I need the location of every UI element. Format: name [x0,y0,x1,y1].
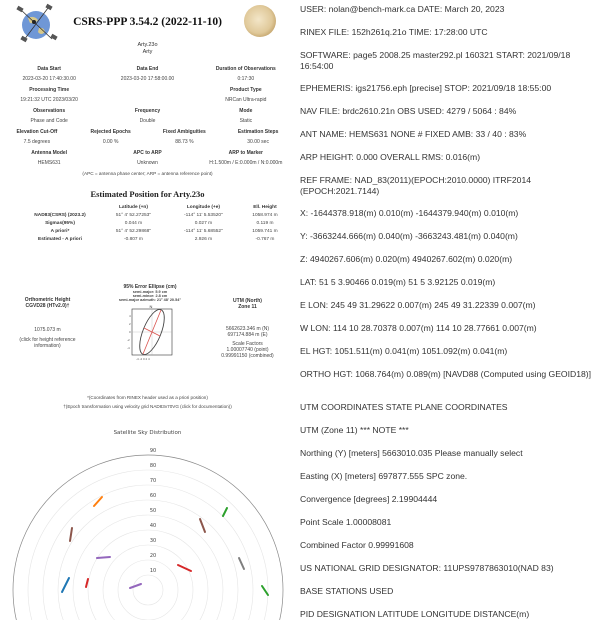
ellipse-semi-minor: semi-minor: 2.8 cm [132,294,168,298]
cell-latitude: 51° 4' 52.27253" [115,213,152,219]
header-longitude: Longitude (+e) [186,205,221,211]
estimated-position-table [20,204,290,243]
mode-value: Static [239,118,253,124]
observations-label: Observations [33,108,66,114]
frequency-label: Frequency [134,108,161,114]
log-software: SOFTWARE: page5 2008.25 master292.pl 160321 START: 2021/09/18 16:54:00 [300,50,571,71]
svg-text:40: 40 [149,523,157,529]
scale-factors-title: Scale Factors [232,341,263,347]
ellipse-azimuth: semi-major azimuth: 21° 48' 20.54" [118,298,182,302]
log-combined-factor: Combined Factor 0.99991608 [300,540,414,550]
svg-text:0: 0 [129,330,131,334]
cell-height: 1059.741 m [252,228,278,234]
cell-latitude: 51° 4' 52.29868" [115,228,152,234]
product-type-value: NRCan Ultra-rapid [225,97,267,103]
utm-easting: 697174.884 m (E) [227,332,268,338]
svg-text:10: 10 [149,568,157,574]
cell-height: 1058.974 m [252,213,278,219]
svg-text:-4: -4 [127,346,130,350]
fixed-ambiguities-value: 88.73 % [175,139,194,145]
log-base-station-columns: PID DESIGNATION LATITUDE LONGITUDE DISTANCE(m) [300,609,530,619]
log-easting: Easting (X) [meters] 697877.555 SPC zone. [300,471,468,481]
log-ephemeris: EPHEMERIS: igs21756.eph [precise] STOP: 2021/09/18 18:55:00 [300,83,552,93]
log-lat: LAT: 51 5 3.90466 0.019(m) 51 5 3.92125 0.019(m) [300,277,496,287]
ortho-value: 1075.073 m [34,327,61,333]
svg-text:80: 80 [149,463,157,469]
cell-longitude: 0.027 m [194,220,213,226]
svg-text:50: 50 [149,508,157,514]
log-x: X: -1644378.918(m) 0.010(m) -1644379.940(m) 0.010(m) [300,208,519,218]
report-title: CSRS-PPP 3.54.2 (2022-11-10) [73,16,222,28]
log-user-date: USER: nolan@bench-mark.ca DATE: March 20, 2023 [300,4,505,14]
utm-zone: Zone 11 [238,304,257,310]
satellite-sky-plot [10,440,290,600]
ortho-datum: CGVD28 (HTv2.0)† [25,303,70,309]
estimated-position-title: Estimated Position for Arty.23o [90,189,205,199]
antenna-model-label: Antenna Model [31,150,68,156]
antenna-model-value: HEMS631 [37,160,61,166]
ortho-title: Orthometric Height [24,297,71,303]
data-start-value: 2023-03-20 17:40:30.00 [22,76,76,82]
row-label: NAD83(CSRS) (2023.2) [34,213,86,219]
cell-height: 0.119 m [256,220,274,226]
north-label: N [149,304,153,309]
height-reference-link[interactable]: (click for height reference information) [19,337,76,349]
info-row-2-values [0,97,295,103]
arp-to-marker-value: H:1.500m / E:0.000m / N:0.000m [209,160,283,166]
svg-text:90: 90 [149,448,157,454]
info-row-4-values [0,139,295,145]
product-type-label: Product Type [230,87,262,93]
duration-label: Duration of Observations [215,66,276,72]
frequency-value: Double [139,118,156,124]
opus-solution-log [300,0,600,619]
log-rinex-file: RINEX FILE: 152h261q.21o TIME: 17:28:00 UTC [300,27,488,37]
table-row [20,212,290,220]
log-utm-zone: UTM (Zone 11) *** NOTE *** [300,425,409,435]
log-northing: Northing (Y) [meters] 5663010.035 Please manually select [300,448,523,458]
log-ortho-hgt: ORTHO HGT: 1068.764(m) 0.089(m) [NAVD88 (Computed using GEOID18)] [300,369,592,379]
log-e-lon: E LON: 245 49 31.29622 0.007(m) 245 49 31.22339 0.007(m) [300,300,536,310]
data-end-value: 2023-03-20 17:58:00.00 [120,76,175,82]
svg-text:4: 4 [129,314,131,318]
log-base-stations: BASE STATIONS USED [300,586,394,596]
mode-label: Mode [239,108,253,114]
info-row-1-values [0,76,295,82]
utm-northing: 5662623.346 m (N) [225,326,270,332]
csrs-ppp-report [0,0,295,600]
info-row-5-labels [0,150,295,156]
info-row-3-values [0,118,295,124]
svg-text:2: 2 [129,322,131,326]
error-ellipse-plot [120,303,180,365]
table-header-row [20,204,290,212]
estimation-steps-value: 30.00 sec [247,139,269,145]
orthometric-height-block [0,297,95,349]
epoch-transformation-link[interactable]: †(Epoch transformation using velocity grid NAD83v70VG (click for documentation)) [63,404,232,409]
scale-combined: 0.99991150 (combined) [221,353,274,359]
apc-arp-note: (APC = antenna phase center; ARP = antenna reference point) [82,171,213,176]
processing-time-value: 19:21:32 UTC 2023/03/20 [20,97,78,103]
row-label: Estimated - A priori [38,236,82,242]
info-row-4-labels [0,129,295,135]
svg-text:30: 30 [149,538,157,544]
log-coordinates-header: UTM COORDINATES STATE PLANE COORDINATES [300,402,508,412]
ellipse-semi-major: semi-major: 5.9 cm [132,290,168,294]
sky-plot-title: Satellite Sky Distribution [113,430,182,436]
svg-text:-2: -2 [127,338,130,342]
rejected-epochs-value: 0.00 % [102,139,119,145]
info-row-2-labels [0,87,295,93]
estimation-steps-label: Estimation Steps [237,129,279,135]
elevation-cutoff-label: Elevation Cut-Off [16,129,58,135]
table-row [20,235,290,243]
row-label: Sigmas(95%) [45,220,75,226]
svg-text:-4 -2 0 2 4: -4 -2 0 2 4 [136,357,150,361]
cell-longitude: -114° 11' 5.53520" [184,213,223,219]
log-el-hgt: EL HGT: 1051.511(m) 0.041(m) 1051.092(m) 0.041(m) [300,346,508,356]
data-end-label: Data End [136,66,159,72]
apc-to-arp-value: Unknown [137,160,158,166]
ellipse-title: 95% Error Ellipse (cm) [123,284,177,290]
log-ant-name: ANT NAME: HEMS631 NONE # FIXED AMB: 33 / 40 : 83% [300,129,527,139]
rejected-epochs-label: Rejected Epochs [90,129,131,135]
log-ref-frame: REF FRAME: NAD_83(2011)(EPOCH:2010.0000) ITRF2014 (EPOCH:2021.7144) [300,175,532,196]
log-usng: US NATIONAL GRID DESIGNATOR: 11UPS9787863010(NAD 83) [300,563,554,573]
cell-longitude: 2.926 m [194,236,213,242]
info-row-5-values [0,160,295,166]
table-row [20,227,290,235]
log-point-scale: Point Scale 1.00008081 [300,517,392,527]
arp-to-marker-label: ARP to Marker [228,150,264,156]
cell-height: -0.767 m [255,236,275,242]
fixed-ambiguities-label: Fixed Ambiguities [162,129,206,135]
header-ell-height: Ell. Height [253,205,277,211]
elevation-cutoff-value: 7.5 degrees [23,139,51,145]
duration-value: 0:17:30 [237,76,255,82]
error-ellipse-block [100,284,200,367]
log-convergence: Convergence [degrees] 2.19904444 [300,494,438,504]
svg-text:20: 20 [149,553,157,559]
data-start-label: Data Start [37,66,61,72]
apc-to-arp-label: APC to ARP [133,150,162,156]
site-name: Arty [142,49,153,55]
log-z: Z: 4940267.606(m) 0.020(m) 4940267.602(m) 0.020(m) [300,254,513,264]
svg-text:60: 60 [149,493,157,499]
log-w-lon: W LON: 114 10 28.70378 0.007(m) 114 10 28.77661 0.007(m) [300,323,537,333]
a-priori-footnote: *(Coordinates from RINEX header used as a priori position) [87,395,208,400]
log-nav-file: NAV FILE: brdc2610.21n OBS USED: 4279 / 5064 : 84% [300,106,517,116]
info-row-3-labels [0,108,295,114]
log-y: Y: -3663244.666(m) 0.040(m) -3663243.481(m) 0.040(m) [300,231,518,241]
processing-time-label: Processing Time [29,87,70,93]
utm-block [200,298,295,359]
scale-point: 1.00007740 (point) [226,347,269,353]
cell-longitude: -114° 11' 5.68552" [184,228,223,234]
observations-value: Phase and Code [30,118,68,124]
cell-latitude: 0.044 m [124,220,143,226]
header-empty [20,204,100,212]
utm-title: UTM (North) [233,298,262,304]
info-row-1-labels [0,66,295,72]
cell-latitude: -0.807 m [123,236,143,242]
row-label: A priori* [50,228,70,234]
rinex-file-name: Arty.23o [137,42,158,48]
log-arp-height: ARP HEIGHT: 0.000 OVERALL RMS: 0.016(m) [300,152,481,162]
svg-text:70: 70 [149,478,157,484]
header-latitude: Latitude (+n) [119,205,148,211]
table-row [20,220,290,228]
